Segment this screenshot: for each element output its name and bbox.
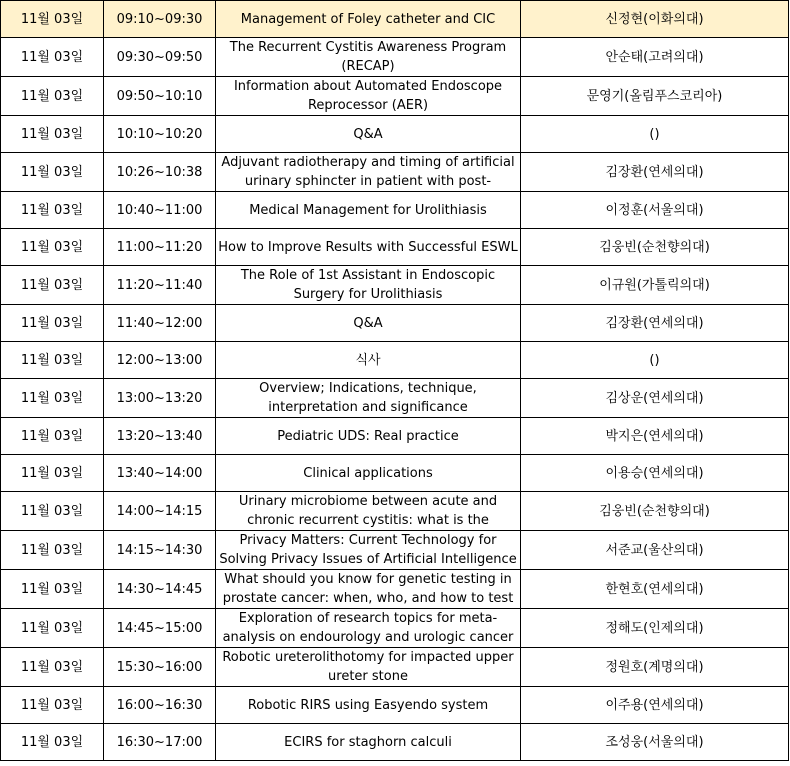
session-title-text: Urinary microbiome between acute and chronic recurrent cystitis: what is the [238, 494, 498, 528]
session-title-cell [216, 609, 521, 648]
session-speaker-cell: 신정현(이화의대) [521, 1, 789, 38]
session-time-cell: 10:10~10:20 [104, 116, 216, 153]
session-speaker-cell: 김장환(연세의대) [521, 153, 789, 192]
session-title-cell [216, 418, 521, 455]
session-speaker-cell: 김상운(연세의대) [521, 379, 789, 418]
session-title-cell [216, 1, 521, 38]
session-date-cell: 11월 03일 [1, 1, 104, 38]
table-row [1, 570, 789, 609]
table-row [1, 687, 789, 724]
session-title-text: Clinical applications [303, 465, 433, 481]
session-date-cell: 11월 03일 [1, 492, 104, 531]
session-title-cell [216, 153, 521, 192]
table-row [1, 229, 789, 266]
session-time-cell: 14:45~15:00 [104, 609, 216, 648]
session-time-cell: 15:30~16:00 [104, 648, 216, 687]
session-title-cell [216, 192, 521, 229]
session-title-text: Information about Automated Endoscope Reprocessor (AER) [233, 79, 503, 113]
session-time-cell: 14:15~14:30 [104, 531, 216, 570]
table-row [1, 116, 789, 153]
session-title-text: Exploration of research topics for meta-analysis on endourology and urologic cancer [222, 611, 514, 645]
table-row [1, 305, 789, 342]
session-date-cell: 11월 03일 [1, 305, 104, 342]
session-title-cell [216, 379, 521, 418]
table-row [1, 724, 789, 761]
session-speaker-cell: () [521, 116, 789, 153]
session-time-cell: 11:20~11:40 [104, 266, 216, 305]
table-row [1, 38, 789, 77]
session-speaker-cell: 김웅빈(순천향의대) [521, 229, 789, 266]
session-title-text: Pediatric UDS: Real practice [277, 428, 459, 444]
table-row [1, 77, 789, 116]
session-time-cell: 10:26~10:38 [104, 153, 216, 192]
session-title-text: Robotic ureterolithotomy for impacted upper ureter stone [222, 650, 514, 684]
session-date-cell: 11월 03일 [1, 531, 104, 570]
table-row [1, 418, 789, 455]
session-title-text: Q&A [353, 126, 383, 142]
session-speaker-cell: 이용승(연세의대) [521, 455, 789, 492]
session-time-cell: 14:00~14:15 [104, 492, 216, 531]
session-date-cell: 11월 03일 [1, 38, 104, 77]
table-row [1, 153, 789, 192]
session-date-cell: 11월 03일 [1, 379, 104, 418]
session-speaker-cell: 이정훈(서울의대) [521, 192, 789, 229]
session-title-cell [216, 342, 521, 379]
session-date-cell: 11월 03일 [1, 229, 104, 266]
session-speaker-cell: 정해도(인제의대) [521, 609, 789, 648]
table-row [1, 455, 789, 492]
session-title-text: Management of Foley catheter and CIC [240, 11, 496, 27]
session-title-cell [216, 77, 521, 116]
session-date-cell: 11월 03일 [1, 418, 104, 455]
session-speaker-cell: 박지은(연세의대) [521, 418, 789, 455]
session-time-cell: 14:30~14:45 [104, 570, 216, 609]
session-date-cell: 11월 03일 [1, 609, 104, 648]
table-row [1, 266, 789, 305]
session-time-cell: 09:10~09:30 [104, 1, 216, 38]
table-row [1, 648, 789, 687]
table-row [1, 531, 789, 570]
session-speaker-cell: 이주용(연세의대) [521, 687, 789, 724]
session-time-cell: 11:40~12:00 [104, 305, 216, 342]
session-time-cell: 16:30~17:00 [104, 724, 216, 761]
table-row [1, 379, 789, 418]
session-title-text: Overview; Indications, technique, interpretation and significance [259, 381, 477, 415]
session-time-cell: 16:00~16:30 [104, 687, 216, 724]
session-time-cell: 10:40~11:00 [104, 192, 216, 229]
session-date-cell: 11월 03일 [1, 153, 104, 192]
session-title-text: What should you know for genetic testing in prostate cancer: when, who, and how to test [222, 572, 514, 606]
session-title-text: Q&A [353, 315, 383, 331]
session-speaker-cell: 이규원(가톨릭의대) [521, 266, 789, 305]
session-title-text: The Recurrent Cystitis Awareness Program (RECAP) [229, 40, 507, 74]
session-speaker-cell: () [521, 342, 789, 379]
session-time-cell: 09:30~09:50 [104, 38, 216, 77]
session-title-cell [216, 266, 521, 305]
session-speaker-cell: 김장환(연세의대) [521, 305, 789, 342]
table-row [1, 192, 789, 229]
table-row [1, 609, 789, 648]
session-title-cell [216, 724, 521, 761]
session-title-cell [216, 116, 521, 153]
session-title-text: Medical Management for Urolithiasis [249, 202, 487, 218]
session-date-cell: 11월 03일 [1, 342, 104, 379]
session-date-cell: 11월 03일 [1, 192, 104, 229]
session-time-cell: 09:50~10:10 [104, 77, 216, 116]
session-speaker-cell: 서준교(울산의대) [521, 531, 789, 570]
session-date-cell: 11월 03일 [1, 116, 104, 153]
session-title-cell [216, 570, 521, 609]
session-speaker-cell: 조성웅(서울의대) [521, 724, 789, 761]
session-speaker-cell: 안순태(고려의대) [521, 38, 789, 77]
session-time-cell: 12:00~13:00 [104, 342, 216, 379]
session-speaker-cell: 정원호(계명의대) [521, 648, 789, 687]
session-title-cell [216, 648, 521, 687]
session-title-cell [216, 687, 521, 724]
session-speaker-cell: 문영기(올림푸스코리아) [521, 77, 789, 116]
schedule-body [1, 1, 789, 761]
session-time-cell: 13:40~14:00 [104, 455, 216, 492]
session-time-cell: 11:00~11:20 [104, 229, 216, 266]
session-title-text: How to Improve Results with Successful ESWL [218, 239, 518, 255]
session-date-cell: 11월 03일 [1, 266, 104, 305]
session-title-text: Privacy Matters: Current Technology for Solving Privacy Issues of Artificial Intelligence [219, 533, 517, 567]
session-date-cell: 11월 03일 [1, 687, 104, 724]
session-time-cell: 13:20~13:40 [104, 418, 216, 455]
session-date-cell: 11월 03일 [1, 724, 104, 761]
session-date-cell: 11월 03일 [1, 648, 104, 687]
session-speaker-cell: 한현호(연세의대) [521, 570, 789, 609]
session-title-text: Adjuvant radiotherapy and timing of artificial urinary sphincter in patient with post- [221, 155, 515, 189]
session-title-text: The Role of 1st Assistant in Endoscopic Surgery for Urolithiasis [240, 268, 496, 302]
session-title-cell [216, 305, 521, 342]
session-title-text: ECIRS for staghorn calculi [284, 734, 452, 750]
session-title-text: 식사 [355, 352, 381, 368]
session-date-cell: 11월 03일 [1, 455, 104, 492]
session-date-cell: 11월 03일 [1, 77, 104, 116]
session-title-text: Robotic RIRS using Easyendo system [247, 697, 489, 713]
session-date-cell: 11월 03일 [1, 570, 104, 609]
session-speaker-cell: 김웅빈(순천향의대) [521, 492, 789, 531]
session-title-cell [216, 455, 521, 492]
table-row [1, 492, 789, 531]
session-time-cell: 13:00~13:20 [104, 379, 216, 418]
table-row [1, 342, 789, 379]
session-title-cell [216, 492, 521, 531]
session-title-cell [216, 531, 521, 570]
session-title-cell [216, 229, 521, 266]
table-row [1, 1, 789, 38]
session-title-cell [216, 38, 521, 77]
